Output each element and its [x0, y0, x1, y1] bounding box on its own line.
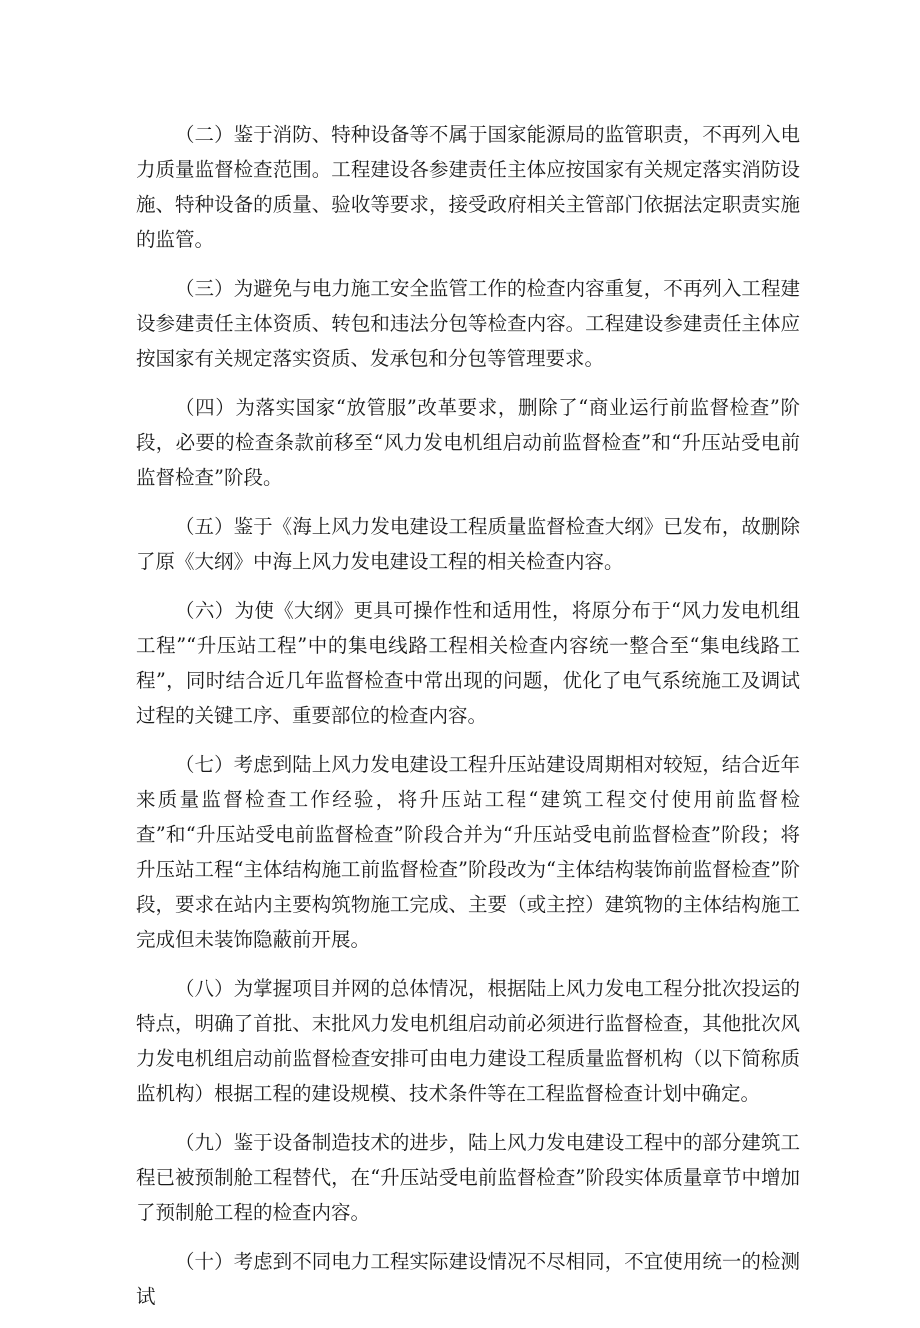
- paragraph-item-2: （二）鉴于消防、特种设备等不属于国家能源局的监管职责，不再列入电力质量监督检查范围。工程建设各参建责任主体应按国家有关规定落实消防设施、特种设备的质量、验收等要求，接受政府相关主管部门依据法定职责实施的监管。: [136, 123, 800, 251]
- paragraph-item-9: （九）鉴于设备制造技术的进步，陆上风力发电建设工程中的部分建筑工程已被预制舱工程替代，在“升压站受电前监督检查”阶段实体质量章节中增加了预制舱工程的检查内容。: [136, 1131, 800, 1224]
- paragraph-item-8: （八）为掌握项目并网的总体情况，根据陆上风力发电工程分批次投运的特点，明确了首批、末批风力发电机组启动前必须进行监督检查，其他批次风力发电机组启动前监督检查安排可由电力建设工程质量监督机构（以下简称质监机构）根据工程的建设规模、技术条件等在工程监督检查计划中确定。: [136, 977, 800, 1105]
- paragraph-item-5: （五）鉴于《海上风力发电建设工程质量监督检查大纲》已发布，故删除了原《大纲》中海上风力发电建设工程的相关检查内容。: [136, 515, 800, 573]
- paragraph-item-7: （七）考虑到陆上风力发电建设工程升压站建设周期相对较短，结合近年来质量监督检查工作经验，将升压站工程“建筑工程交付使用前监督检查”和“升压站受电前监督检查”阶段合并为“升压站受电前监督检查”阶段；将升压站工程“主体结构施工前监督检查”阶段改为“主体结构装饰前监督检查”阶段，要求在站内主要构筑物施工完成、主要（或主控）建筑物的主体结构施工完成但未装饰隐蔽前开展。: [136, 753, 800, 951]
- document-body: [136, 117, 800, 1328]
- paragraph-item-3: （三）为避免与电力施工安全监管工作的检查内容重复，不再列入工程建设参建责任主体资质、转包和违法分包等检查内容。工程建设参建责任主体应按国家有关规定落实资质、发承包和分包等管理要求。: [136, 277, 800, 370]
- paragraph-item-4: （四）为落实国家“放管服”改革要求，删除了“商业运行前监督检查”阶段，必要的检查条款前移至“风力发电机组启动前监督检查”和“升压站受电前监督检查”阶段。: [136, 396, 800, 489]
- paragraph-item-10: （十）考虑到不同电力工程实际建设情况不尽相同，不宜使用统一的检测试: [136, 1250, 800, 1308]
- paragraph-item-6: （六）为使《大纲》更具可操作性和适用性，将原分布于“风力发电机组工程”“升压站工程”中的集电线路工程相关检查内容统一整合至“集电线路工程”，同时结合近几年监督检查中常出现的问题，优化了电气系统施工及调试过程的关键工序、重要部位的检查内容。: [136, 599, 800, 727]
